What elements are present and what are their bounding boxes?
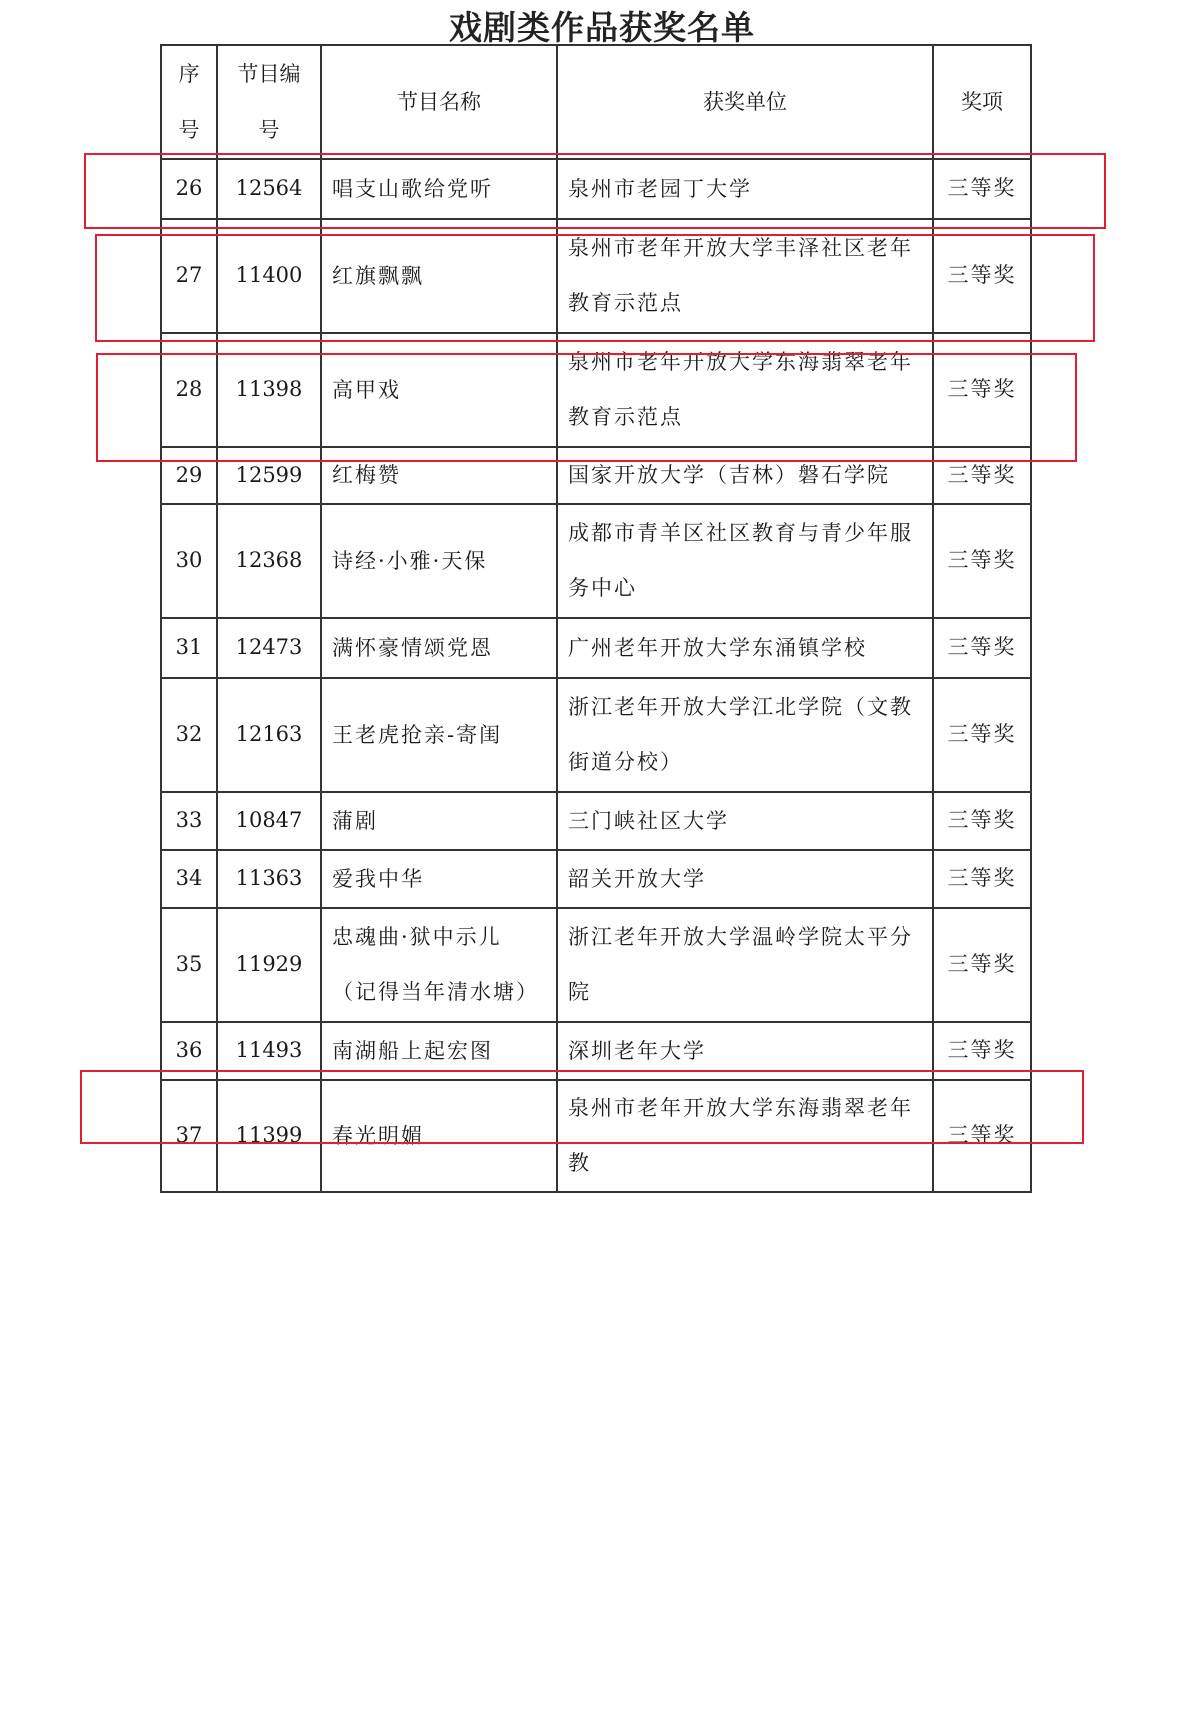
cell-unit: 三门峡社区大学 [557, 792, 933, 850]
cell-name: 诗经·小雅·天保 [321, 504, 557, 618]
cell-no: 32 [161, 678, 217, 792]
table-header-row [161, 45, 1031, 159]
cell-name: 高甲戏 [321, 333, 557, 447]
cell-code: 11398 [217, 333, 321, 447]
cell-unit: 泉州市老年开放大学东海翡翠老年教育示范点 [557, 333, 933, 447]
cell-code: 12368 [217, 504, 321, 618]
cell-award: 三等奖 [933, 159, 1031, 219]
cell-award: 三等奖 [933, 850, 1031, 908]
cell-name: 满怀豪情颂党恩 [321, 618, 557, 678]
cell-award: 三等奖 [933, 219, 1031, 333]
cell-no: 30 [161, 504, 217, 618]
cell-code: 10847 [217, 792, 321, 850]
cell-no: 34 [161, 850, 217, 908]
header-no: 序号 [161, 45, 217, 159]
cell-code: 12599 [217, 447, 321, 504]
cell-no: 37 [161, 1080, 217, 1192]
cell-no: 28 [161, 333, 217, 447]
cell-no: 36 [161, 1022, 217, 1080]
cell-code: 11363 [217, 850, 321, 908]
cell-award: 三等奖 [933, 504, 1031, 618]
cell-name: 春光明媚 [321, 1080, 557, 1192]
cell-unit: 浙江老年开放大学江北学院（文教街道分校） [557, 678, 933, 792]
cell-award: 三等奖 [933, 333, 1031, 447]
cell-name: 爱我中华 [321, 850, 557, 908]
cell-no: 35 [161, 908, 217, 1022]
cell-code: 12163 [217, 678, 321, 792]
cell-award: 三等奖 [933, 447, 1031, 504]
table-row [161, 908, 1031, 1022]
table-row [161, 159, 1031, 219]
cell-name: 王老虎抢亲-寄闺 [321, 678, 557, 792]
table-row [161, 1080, 1031, 1192]
cell-award: 三等奖 [933, 792, 1031, 850]
cell-no: 33 [161, 792, 217, 850]
table-row [161, 1022, 1031, 1080]
cell-no: 27 [161, 219, 217, 333]
table-row [161, 618, 1031, 678]
table-row [161, 333, 1031, 447]
cell-award: 三等奖 [933, 1022, 1031, 1080]
cell-name: 唱支山歌给党听 [321, 159, 557, 219]
header-code: 节目编号 [217, 45, 321, 159]
header-name: 节目名称 [321, 45, 557, 159]
cell-code: 12473 [217, 618, 321, 678]
header-award: 奖项 [933, 45, 1031, 159]
cell-award: 三等奖 [933, 678, 1031, 792]
awards-table [160, 44, 1032, 1193]
cell-award: 三等奖 [933, 1080, 1031, 1192]
cell-code: 11399 [217, 1080, 321, 1192]
cell-unit: 浙江老年开放大学温岭学院太平分院 [557, 908, 933, 1022]
cell-unit: 成都市青羊区社区教育与青少年服务中心 [557, 504, 933, 618]
table-row [161, 219, 1031, 333]
table-row [161, 678, 1031, 792]
cell-code: 11929 [217, 908, 321, 1022]
page-title: 戏剧类作品获奖名单 [449, 8, 755, 47]
table-row [161, 447, 1031, 504]
table-row [161, 504, 1031, 618]
cell-unit: 国家开放大学（吉林）磐石学院 [557, 447, 933, 504]
cell-name: 南湖船上起宏图 [321, 1022, 557, 1080]
cell-no: 29 [161, 447, 217, 504]
cell-no: 31 [161, 618, 217, 678]
cell-code: 11493 [217, 1022, 321, 1080]
cell-unit: 泉州市老年开放大学东海翡翠老年教 [557, 1080, 933, 1192]
table-row [161, 792, 1031, 850]
cell-code: 12564 [217, 159, 321, 219]
cell-name: 红旗飘飘 [321, 219, 557, 333]
cell-unit: 深圳老年大学 [557, 1022, 933, 1080]
cell-unit: 广州老年开放大学东涌镇学校 [557, 618, 933, 678]
cell-award: 三等奖 [933, 618, 1031, 678]
cell-name: 蒲剧 [321, 792, 557, 850]
cell-award: 三等奖 [933, 908, 1031, 1022]
cell-code: 11400 [217, 219, 321, 333]
header-unit: 获奖单位 [557, 45, 933, 159]
cell-name: 忠魂曲·狱中示儿（记得当年清水塘） [321, 908, 557, 1022]
cell-unit: 泉州市老年开放大学丰泽社区老年教育示范点 [557, 219, 933, 333]
cell-no: 26 [161, 159, 217, 219]
table-row [161, 850, 1031, 908]
cell-unit: 韶关开放大学 [557, 850, 933, 908]
cell-unit: 泉州市老园丁大学 [557, 159, 933, 219]
cell-name: 红梅赞 [321, 447, 557, 504]
